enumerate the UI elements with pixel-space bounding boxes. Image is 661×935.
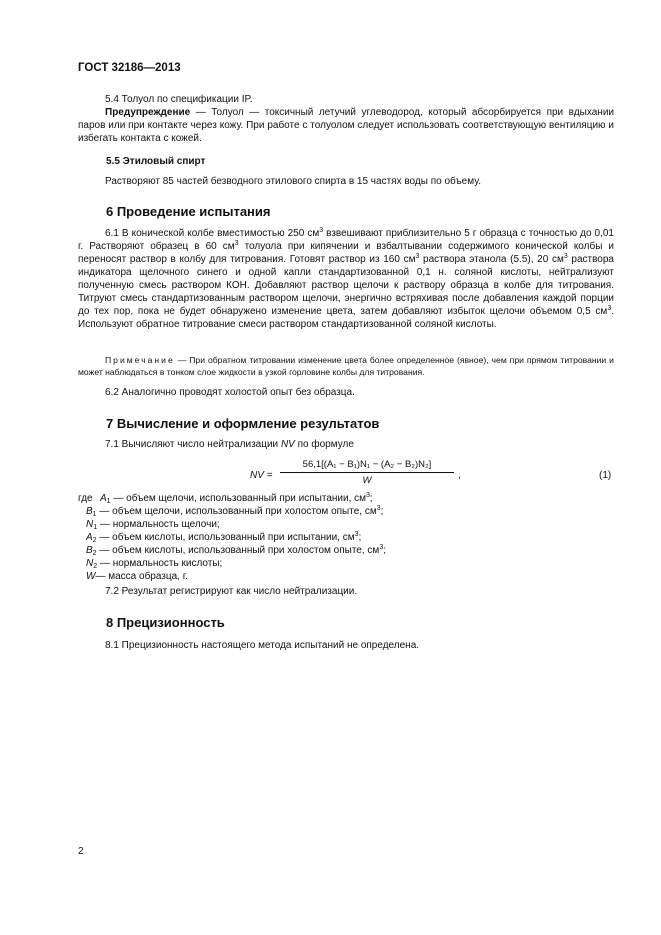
section-6-title: 6 Проведение испытания (106, 204, 271, 219)
nv-symbol: NV (280, 439, 295, 450)
superscript: 3 (563, 253, 568, 260)
subscript: 2 (93, 563, 98, 570)
superscript: 3 (234, 240, 239, 247)
punctuation: ; (383, 545, 386, 556)
note-label: Примечание (105, 355, 175, 365)
warning-paragraph (78, 106, 614, 145)
note-text: — При обратном титровании изменение цвета более определенное (явное), чем при прямом титровании и может наблюдаться в тонком слое жидкости в узкой горловине колбы для титрования. (78, 355, 614, 377)
subscript: 1 (93, 524, 98, 531)
text-run: . Используют обратное титрование смеси раствором стандартизованной соляной кислоты. (78, 306, 614, 330)
text-run: по формуле (294, 439, 354, 450)
subscript: 2 (92, 550, 97, 557)
warning-text: — Толуол — токсичный летучий углеводород, который абсорбируется при вдыхании паров или при контакте через кожу. При работе с толуолом следует использовать соответствующую вентиляцию и избегать контакта с кожей. (78, 107, 614, 144)
punctuation: ; (380, 506, 384, 517)
paragraph-5-4: 5.4 Толуол по спецификации IP. (105, 94, 253, 105)
superscript: 3 (376, 505, 381, 512)
paragraph-6-2: 6.2 Аналогично проводят холостой опыт без образца. (105, 387, 355, 398)
formula-lhs: NV = (250, 470, 273, 481)
text-run: взвешивают приблизительно 5 г образца с точностью до 0,01 г. Растворяют образец в 60 см (78, 228, 614, 252)
equation-number: (1) (599, 470, 612, 481)
formula-fraction (280, 459, 454, 486)
definition-text: — объем щелочи, использованный при холостом опыте, см (96, 506, 377, 517)
text-run: 6.1 В конической колбе вместимостью 250 см (105, 228, 320, 239)
definition-item (86, 518, 220, 531)
section-5-5-title: 5.5 Этиловый спирт (106, 156, 206, 167)
definition-text: — объем щелочи, использованный при испытании, см (110, 493, 367, 504)
definition-item (86, 544, 386, 557)
definition-item (100, 492, 373, 505)
symbol: B (86, 506, 93, 517)
subscript: 2 (92, 537, 97, 544)
fraction-line (280, 472, 454, 473)
superscript: 3 (354, 531, 359, 538)
note-paragraph (78, 354, 614, 378)
definition-text: — объем кислоты, использованный при испытании, см (96, 532, 355, 543)
formula-numerator: 56,1[(A₁ − B₁)N₁ − (A₂ − B₂)N₂] (302, 459, 432, 470)
symbol: A (100, 493, 107, 504)
symbol: W (86, 571, 96, 582)
page-number: 2 (78, 846, 84, 857)
definition-text: — нормальность кислоты; (97, 558, 223, 569)
paragraph-7-2: 7.2 Результат регистрируют как число нейтрализации. (105, 586, 358, 597)
punctuation: ; (369, 493, 373, 504)
subscript: 1 (106, 498, 111, 505)
definition-text: — масса образца, г. (95, 571, 188, 582)
symbol: B (86, 545, 93, 556)
paragraph-7-1 (78, 438, 614, 451)
section-7-title: 7 Вычисление и оформление результатов (106, 416, 380, 431)
definition-item (86, 570, 188, 583)
where-word: где (78, 493, 93, 504)
punctuation: ; (358, 532, 362, 543)
definition-text: — нормальность щелочи; (97, 519, 220, 530)
subscript: 1 (92, 511, 97, 518)
warning-label: Предупреждение (105, 107, 191, 118)
text-run: толуола при кипячении и взбалтывании содержимого конической колбы и переносят раствор в колбу для титрования. Готовят раствор из 160 см (78, 241, 615, 265)
superscript: 3 (607, 305, 612, 312)
symbol: N (86, 519, 94, 530)
definition-item (86, 505, 383, 518)
superscript: 3 (415, 253, 420, 260)
text-run: раствора индикатора щелочного синего и одной капли стандартизованной 0,1 н. соляной кислоты, нейтрализуют полученную смесь раствором КОН. Добавляют раствор щелочи к раствору образца в колбе для титрования. Титруют смесь стандартизованным раствором щелочи, энергично встряхивая после добавления каждой порции до тех пор, пока не будет обнаружено изменение цвета, затем добавляют избыток щелочи объемом 0,5 см (78, 254, 614, 317)
section-5-5-text: Растворяют 85 частей безводного этилового спирта в 15 частях воды по объему. (105, 176, 481, 187)
text-run: 7.1 Вычисляют число нейтрализации (105, 439, 281, 450)
definition-text: — объем кислоты, использованный при холостом опыте, см (96, 545, 380, 556)
symbol: N (86, 558, 94, 569)
section-8-title: 8 Прецизионность (106, 615, 225, 630)
superscript: 3 (379, 544, 384, 551)
paragraph-6-1 (78, 227, 614, 331)
definition-item (86, 531, 361, 544)
document-header: ГОСТ 32186—2013 (78, 62, 181, 74)
superscript: 3 (366, 492, 370, 499)
formula-denominator: W (362, 475, 372, 486)
paragraph-8-1: 8.1 Прецизионность настоящего метода испытаний не определена. (105, 640, 420, 651)
formula (250, 459, 510, 491)
text-run: раствора этанола (5.5), 20 см (419, 254, 564, 265)
definition-item (86, 557, 222, 570)
superscript: 3 (319, 227, 324, 234)
symbol: A (86, 532, 93, 543)
formula-comma: , (458, 470, 461, 481)
